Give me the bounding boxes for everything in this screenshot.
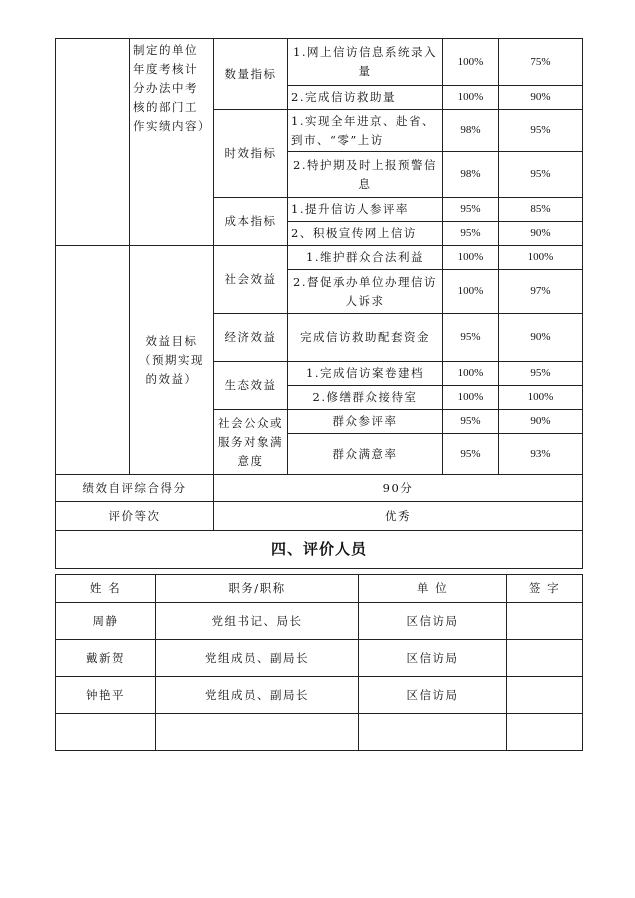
staff-signature [507, 677, 583, 714]
indicator-text: 群众满意率 [288, 434, 443, 475]
indicator-text: 1.完成信访案卷建档 [288, 362, 443, 386]
actual-value: 90% [499, 410, 583, 434]
staff-signature [507, 640, 583, 677]
subcategory-social: 社会效益 [214, 246, 288, 314]
staff-position: 党组成员、副局长 [156, 677, 359, 714]
target-value: 98% [443, 110, 499, 152]
table-row [56, 39, 583, 86]
header-name: 姓 名 [56, 575, 156, 603]
staff-signature [507, 603, 583, 640]
grade-row [56, 502, 583, 531]
indicator-text: 群众参评率 [288, 410, 443, 434]
subcategory-cost: 成本指标 [214, 198, 288, 246]
actual-value: 100% [499, 386, 583, 410]
staff-position [156, 714, 359, 751]
table-row [56, 603, 583, 640]
table-row [56, 714, 583, 751]
actual-value: 90% [499, 314, 583, 362]
grade-label: 评价等次 [56, 502, 214, 531]
evaluator-table [55, 574, 583, 751]
staff-unit: 区信访局 [359, 603, 507, 640]
category-benefit: 效益目标（预期实现的效益） [130, 246, 214, 475]
staff-name [56, 714, 156, 751]
actual-value: 95% [499, 110, 583, 152]
section-title-row [56, 531, 583, 569]
actual-value: 93% [499, 434, 583, 475]
performance-indicator-table [55, 38, 583, 569]
indicator-text: 1.实现全年进京、赴省、到市、“零”上访 [288, 110, 443, 152]
indicator-text: 1.提升信访人参评率 [288, 198, 443, 222]
target-value: 95% [443, 434, 499, 475]
subcategory-satisfaction: 社会公众或服务对象满意度 [214, 410, 288, 475]
actual-value: 90% [499, 222, 583, 246]
table-row [56, 640, 583, 677]
target-value: 98% [443, 152, 499, 198]
score-value: 90分 [214, 475, 583, 502]
subcategory-timeliness: 时效指标 [214, 110, 288, 198]
actual-value: 95% [499, 152, 583, 198]
first-level-indicator-cell [56, 246, 130, 475]
subcategory-quantity: 数量指标 [214, 39, 288, 110]
target-value: 95% [443, 314, 499, 362]
target-value: 95% [443, 222, 499, 246]
actual-value: 85% [499, 198, 583, 222]
target-value: 100% [443, 270, 499, 314]
category-output-content: 制定的单位年度考核计分办法中考核的部门工作实绩内容） [130, 39, 214, 246]
staff-unit: 区信访局 [359, 640, 507, 677]
indicator-text: 1.维护群众合法利益 [288, 246, 443, 270]
indicator-text: 完成信访救助配套资金 [288, 314, 443, 362]
staff-position: 党组书记、局长 [156, 603, 359, 640]
score-label: 绩效自评综合得分 [56, 475, 214, 502]
header-position: 职务/职称 [156, 575, 359, 603]
target-value: 100% [443, 386, 499, 410]
subcategory-economic: 经济效益 [214, 314, 288, 362]
actual-value: 75% [499, 39, 583, 86]
table-row [56, 677, 583, 714]
staff-name: 周静 [56, 603, 156, 640]
indicator-text: 2.特护期及时上报预警信息 [288, 152, 443, 198]
staff-signature [507, 714, 583, 751]
staff-unit [359, 714, 507, 751]
actual-value: 90% [499, 86, 583, 110]
target-value: 100% [443, 362, 499, 386]
score-row [56, 475, 583, 502]
target-value: 95% [443, 198, 499, 222]
table-row [56, 246, 583, 270]
staff-name: 钟艳平 [56, 677, 156, 714]
grade-value: 优秀 [214, 502, 583, 531]
target-value: 100% [443, 86, 499, 110]
first-level-indicator-cell [56, 39, 130, 246]
target-value: 100% [443, 39, 499, 86]
staff-position: 党组成员、副局长 [156, 640, 359, 677]
subcategory-ecological: 生态效益 [214, 362, 288, 410]
target-value: 95% [443, 410, 499, 434]
header-signature: 签 字 [507, 575, 583, 603]
target-value: 100% [443, 246, 499, 270]
table-header-row [56, 575, 583, 603]
actual-value: 100% [499, 246, 583, 270]
actual-value: 95% [499, 362, 583, 386]
staff-name: 戴新贺 [56, 640, 156, 677]
indicator-text: 2.督促承办单位办理信访人诉求 [288, 270, 443, 314]
indicator-text: 1.网上信访信息系统录入量 [288, 39, 443, 86]
actual-value: 97% [499, 270, 583, 314]
staff-unit: 区信访局 [359, 677, 507, 714]
indicator-text: 2.完成信访救助量 [288, 86, 443, 110]
header-unit: 单 位 [359, 575, 507, 603]
indicator-text: 2、积极宣传网上信访 [288, 222, 443, 246]
indicator-text: 2.修缮群众接待室 [288, 386, 443, 410]
section-title: 四、评价人员 [56, 531, 583, 569]
